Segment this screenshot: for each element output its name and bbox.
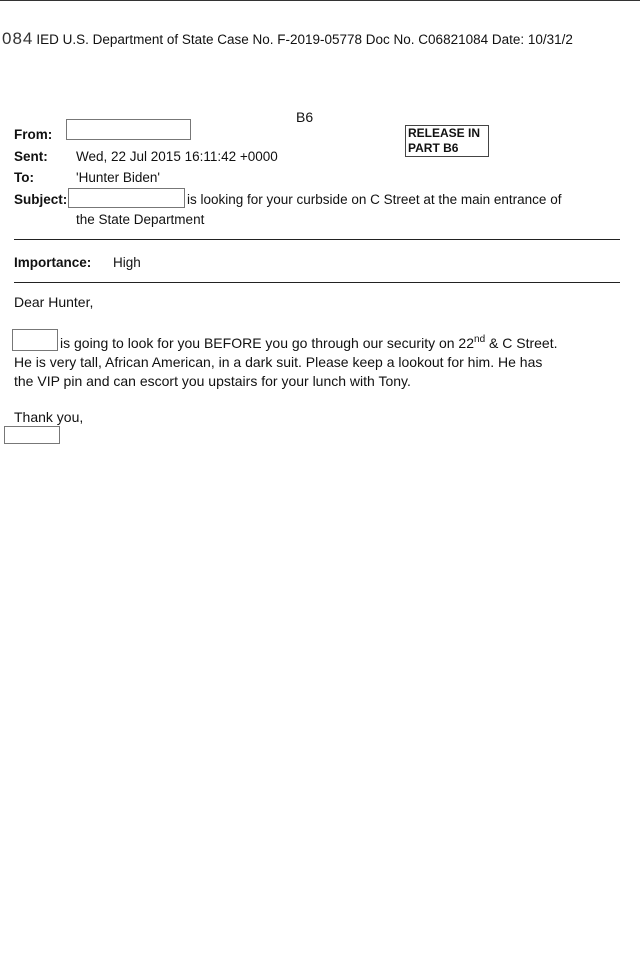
release-stamp-line1: RELEASE IN xyxy=(408,126,481,140)
importance-label: Importance: xyxy=(14,255,92,270)
from-label: From: xyxy=(14,127,53,142)
signature-redaction xyxy=(4,426,60,444)
document-header xyxy=(2,29,573,49)
body-redaction xyxy=(12,329,58,351)
header-divider xyxy=(14,239,620,240)
from-redaction xyxy=(66,119,191,140)
closing: Thank you, xyxy=(14,409,84,425)
release-stamp-line2: PART B6 xyxy=(408,141,459,155)
ordinal-suffix: nd xyxy=(474,334,486,345)
body-line1-text: is going to look for you BEFORE you go through our security on 22 xyxy=(60,335,475,351)
exemption-marking: B6 xyxy=(296,109,314,125)
greeting: Dear Hunter, xyxy=(14,294,94,310)
body-line2: He is very tall, African American, in a dark suit. Please keep a lookout for him. He has xyxy=(14,354,543,370)
body-line1-end: & C Street. xyxy=(485,335,558,351)
subject-label: Subject: xyxy=(14,192,68,207)
header-text: IED U.S. Department of State Case No. F-2019-05778 Doc No. C06821084 Date: 10/31/2 xyxy=(36,32,573,47)
subject-line1: is looking for your curbside on C Street at the main entrance of xyxy=(187,192,562,207)
body-line3: the VIP pin and can escort you upstairs for your lunch with Tony. xyxy=(14,373,411,389)
importance-value: High xyxy=(113,255,141,270)
to-label: To: xyxy=(14,170,34,185)
page-number: 084 xyxy=(2,29,34,48)
page-top-border xyxy=(0,0,640,1)
importance-divider xyxy=(14,282,620,283)
body-line1 xyxy=(60,334,558,353)
sent-value: Wed, 22 Jul 2015 16:11:42 +0000 xyxy=(76,149,278,164)
to-value: 'Hunter Biden' xyxy=(76,170,160,185)
release-stamp xyxy=(405,125,489,157)
sent-label: Sent: xyxy=(14,149,48,164)
subject-redaction xyxy=(68,188,185,208)
subject-line2: the State Department xyxy=(76,212,205,227)
